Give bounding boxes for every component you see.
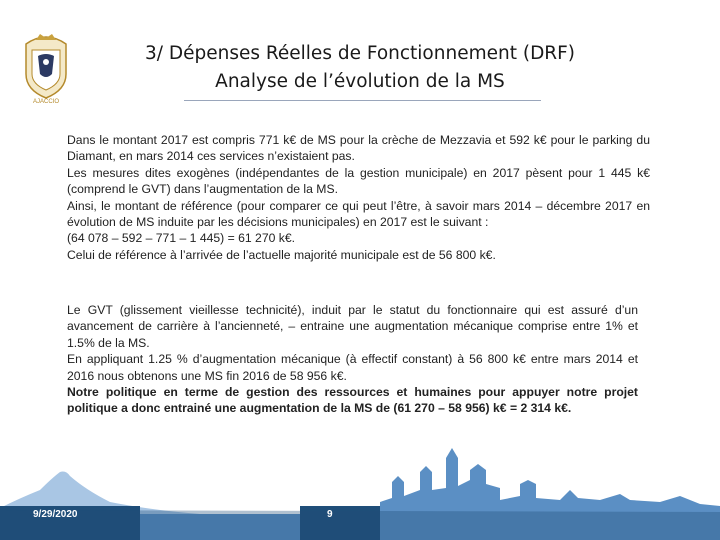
- paragraph-ms-reference: Dans le montant 2017 est compris 771 k€ de MS pour la crèche de Mezzavia et 592 k€ pour le parking du Diamant, en mars 2014 ces services n’existaient pas. Les mesures dites exogènes (indépendantes de la gestion municipale) en 2017 pèsent pour 1 445 k€ (comprend le GVT) dans l’augmentation de la MS. Ainsi, le montant de référence (pour comparer ce qui peut l’être, à savoir mars 2014 – décembre 2017 en évolution de MS induite par les décisions municipales) en 2017 est le suivant : (64 078 – 592 – 771 – 1 445) = 61 270 k€. Celui de référence à l’arrivée de l’actuelle majorité municipale est de 56 800 k€.: [67, 133, 650, 262]
- paragraph-gvt: [67, 302, 638, 417]
- slide-title-line1: 3/ Dépenses Réelles de Fonctionnement (DRF): [144, 43, 576, 64]
- logo-label: AJACCIO: [32, 99, 60, 104]
- city-skyline-illustration: [0, 440, 720, 540]
- footer-date: 9/29/2020: [33, 509, 78, 520]
- paragraph-gvt-text: Le GVT (glissement vieillesse technicité), induit par le statut du fonctionnaire qui est assuré d’un avancement de carrière à l’ancienneté, – entraine une augmentation mécanique comprise entre 1% et 1.5% de la MS. En appliquant 1.25 % d’augmentation mécanique (à effectif constant) à 56 800 k€ entre mars 2014 et 2016 nous obtenons une MS fin 2016 de 58 956 k€.: [67, 303, 638, 383]
- footer-page-number: 9: [327, 509, 333, 520]
- slide-title: [100, 40, 620, 96]
- title-underline: [184, 100, 541, 101]
- city-crest-logo: [18, 30, 74, 104]
- paragraph-conclusion-bold: Notre politique en terme de gestion des ressources et humaines pour appuyer notre projet politique a donc entrainé une augmentation de la MS de (61 270 – 58 956) k€ = 2 314 k€.: [67, 385, 638, 416]
- slide-title-line2: Analyse de l’évolution de la MS: [215, 71, 505, 92]
